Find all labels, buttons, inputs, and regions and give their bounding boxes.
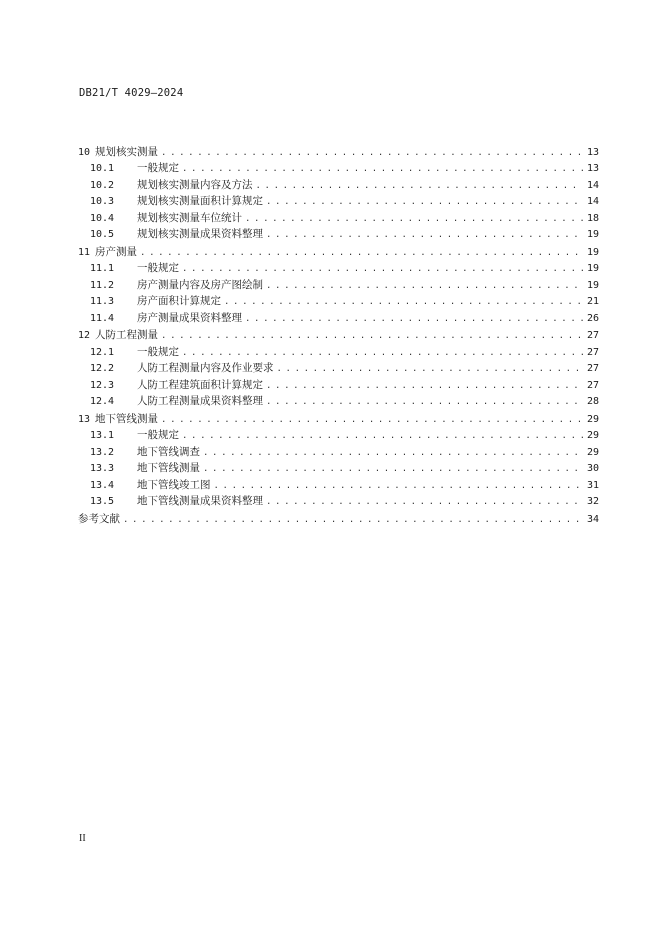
- toc-section-entry[interactable]: [78, 460, 599, 476]
- toc-entry-number: 13.4: [90, 479, 115, 491]
- toc-dot-leader: [266, 394, 583, 409]
- toc-dot-leader: [266, 278, 583, 293]
- toc-entry-number: 11.1: [90, 263, 115, 275]
- toc-chapter-entry[interactable]: [78, 244, 599, 260]
- toc-entry-title: 规划核实测量面积计算规定: [137, 195, 263, 208]
- toc-dot-leader: [214, 478, 584, 493]
- toc-page-number: 31: [586, 479, 599, 491]
- table-of-contents: [78, 144, 599, 527]
- toc-dot-leader: [161, 145, 583, 160]
- toc-page-number: 14: [586, 179, 599, 191]
- toc-page-number: 29: [586, 430, 599, 442]
- toc-dot-leader: [224, 294, 583, 309]
- toc-chapter-entry[interactable]: [78, 511, 599, 527]
- toc-entry-title: 规划核实测量: [95, 146, 159, 158]
- toc-entry-number: 12.3: [90, 379, 115, 391]
- toc-page-number: 27: [586, 330, 599, 342]
- toc-entry-title: 房产测量: [95, 245, 138, 258]
- toc-dot-leader: [161, 412, 583, 427]
- toc-page-number: 29: [586, 414, 599, 426]
- toc-entry-title: 规划核实测量成果资料整理: [137, 227, 263, 240]
- toc-entry-title: 人防工程测量: [95, 329, 159, 342]
- toc-section-entry[interactable]: [78, 344, 599, 360]
- toc-page-number: 14: [586, 196, 599, 208]
- toc-entry-number: 10.1: [90, 163, 115, 175]
- toc-page-number: 19: [586, 228, 599, 240]
- toc-entry-number: 12.2: [90, 363, 115, 375]
- toc-section-entry[interactable]: [78, 277, 599, 293]
- toc-chapter-entry[interactable]: [78, 144, 599, 160]
- toc-dot-leader: [140, 245, 583, 260]
- toc-dot-leader: [182, 345, 583, 360]
- toc-entry-number: 11: [78, 246, 91, 258]
- toc-chapter-entry[interactable]: [78, 327, 599, 343]
- toc-page-number: 34: [586, 513, 599, 525]
- toc-entry-number: 10: [78, 147, 91, 158]
- toc-entry-title: 一般规定: [137, 162, 179, 175]
- toc-entry-number: 13.5: [90, 495, 115, 507]
- toc-page-number: 27: [586, 379, 599, 391]
- toc-section-entry[interactable]: [78, 427, 599, 443]
- toc-section-entry[interactable]: [78, 160, 599, 176]
- toc-entry-number: 13.1: [90, 430, 115, 442]
- toc-entry-title: 地下管线测量: [137, 462, 200, 475]
- toc-section-entry[interactable]: [78, 293, 599, 309]
- toc-page-number: 27: [586, 363, 599, 375]
- toc-entry-title: 规划核实测量内容及方法: [137, 178, 253, 191]
- toc-entry-number: 12.4: [90, 396, 115, 408]
- toc-section-entry[interactable]: [78, 177, 599, 193]
- toc-entry-number: 11.2: [90, 279, 115, 291]
- toc-entry-title: 房产测量成果资料整理: [137, 311, 242, 324]
- toc-page-number: 30: [586, 463, 599, 475]
- toc-page-number: 29: [586, 446, 599, 458]
- toc-entry-number: 11.3: [90, 296, 115, 308]
- toc-page-number: 26: [586, 312, 599, 324]
- toc-dot-leader: [266, 494, 583, 509]
- toc-entry-number: 11.4: [90, 312, 115, 324]
- toc-entry-title: 地下管线调查: [137, 445, 200, 458]
- toc-section-entry[interactable]: [78, 444, 599, 460]
- toc-entry-number: 12: [78, 330, 91, 342]
- toc-dot-leader: [182, 428, 583, 443]
- toc-entry-number: 12.1: [90, 346, 115, 358]
- toc-dot-leader: [266, 378, 583, 393]
- toc-entry-number: 10.2: [90, 179, 115, 191]
- toc-page-number: 19: [586, 246, 599, 258]
- toc-dot-leader: [123, 512, 583, 527]
- toc-page-number: 28: [586, 396, 599, 408]
- toc-entry-title: 一般规定: [137, 345, 179, 358]
- toc-dot-leader: [266, 194, 583, 209]
- toc-entry-title: 规划核实测量车位统计: [137, 211, 242, 224]
- toc-page-number: 21: [586, 296, 599, 308]
- toc-page-number: 13: [586, 147, 599, 158]
- toc-page-number: 19: [586, 263, 599, 275]
- toc-page-number: 19: [586, 279, 599, 291]
- toc-section-entry[interactable]: [78, 360, 599, 376]
- toc-section-entry[interactable]: [78, 493, 599, 509]
- toc-section-entry[interactable]: [78, 226, 599, 242]
- page-number-footer: II: [79, 833, 86, 844]
- toc-page-number: 13: [586, 163, 599, 175]
- toc-entry-title: 人防工程测量成果资料整理: [137, 395, 263, 408]
- toc-entry-number: 13.3: [90, 463, 115, 475]
- toc-section-entry[interactable]: [78, 310, 599, 326]
- toc-entry-title: 房产测量内容及房产图绘制: [137, 278, 263, 291]
- toc-entry-number: 13.2: [90, 446, 115, 458]
- toc-entry-title: 地下管线测量成果资料整理: [137, 494, 263, 507]
- toc-entry-number: 10.5: [90, 228, 115, 240]
- toc-dot-leader: [161, 328, 583, 343]
- toc-dot-leader: [266, 227, 583, 242]
- toc-entry-title: 地下管线竣工图: [137, 478, 211, 491]
- toc-entry-title: 参考文献: [78, 512, 120, 525]
- toc-entry-title: 一般规定: [137, 429, 179, 442]
- document-code-header: DB21/T 4029—2024: [79, 87, 184, 99]
- toc-entry-number: 10.3: [90, 196, 115, 208]
- toc-entry-number: 13: [78, 414, 91, 426]
- toc-dot-leader: [182, 261, 583, 276]
- toc-dot-leader: [182, 161, 583, 176]
- toc-section-entry[interactable]: [78, 393, 599, 409]
- toc-section-entry[interactable]: [78, 377, 599, 393]
- toc-entry-number: 10.4: [90, 212, 115, 224]
- toc-section-entry[interactable]: [78, 193, 599, 209]
- toc-dot-leader: [277, 361, 584, 376]
- toc-entry-title: 人防工程建筑面积计算规定: [137, 378, 263, 391]
- toc-page-number: 32: [586, 495, 599, 507]
- toc-section-entry[interactable]: [78, 477, 599, 493]
- toc-entry-title: 一般规定: [137, 262, 179, 275]
- toc-section-entry[interactable]: [78, 260, 599, 276]
- toc-dot-leader: [203, 445, 583, 460]
- toc-page-number: 18: [586, 212, 599, 224]
- toc-entry-title: 房产面积计算规定: [137, 295, 221, 308]
- toc-dot-leader: [245, 311, 583, 326]
- toc-dot-leader: [256, 178, 584, 193]
- toc-dot-leader: [203, 461, 583, 476]
- toc-entry-title: 地下管线测量: [95, 413, 159, 426]
- toc-section-entry[interactable]: [78, 210, 599, 226]
- toc-dot-leader: [245, 211, 583, 226]
- toc-page-number: 27: [586, 346, 599, 358]
- toc-entry-title: 人防工程测量内容及作业要求: [137, 362, 274, 375]
- toc-chapter-entry[interactable]: [78, 411, 599, 427]
